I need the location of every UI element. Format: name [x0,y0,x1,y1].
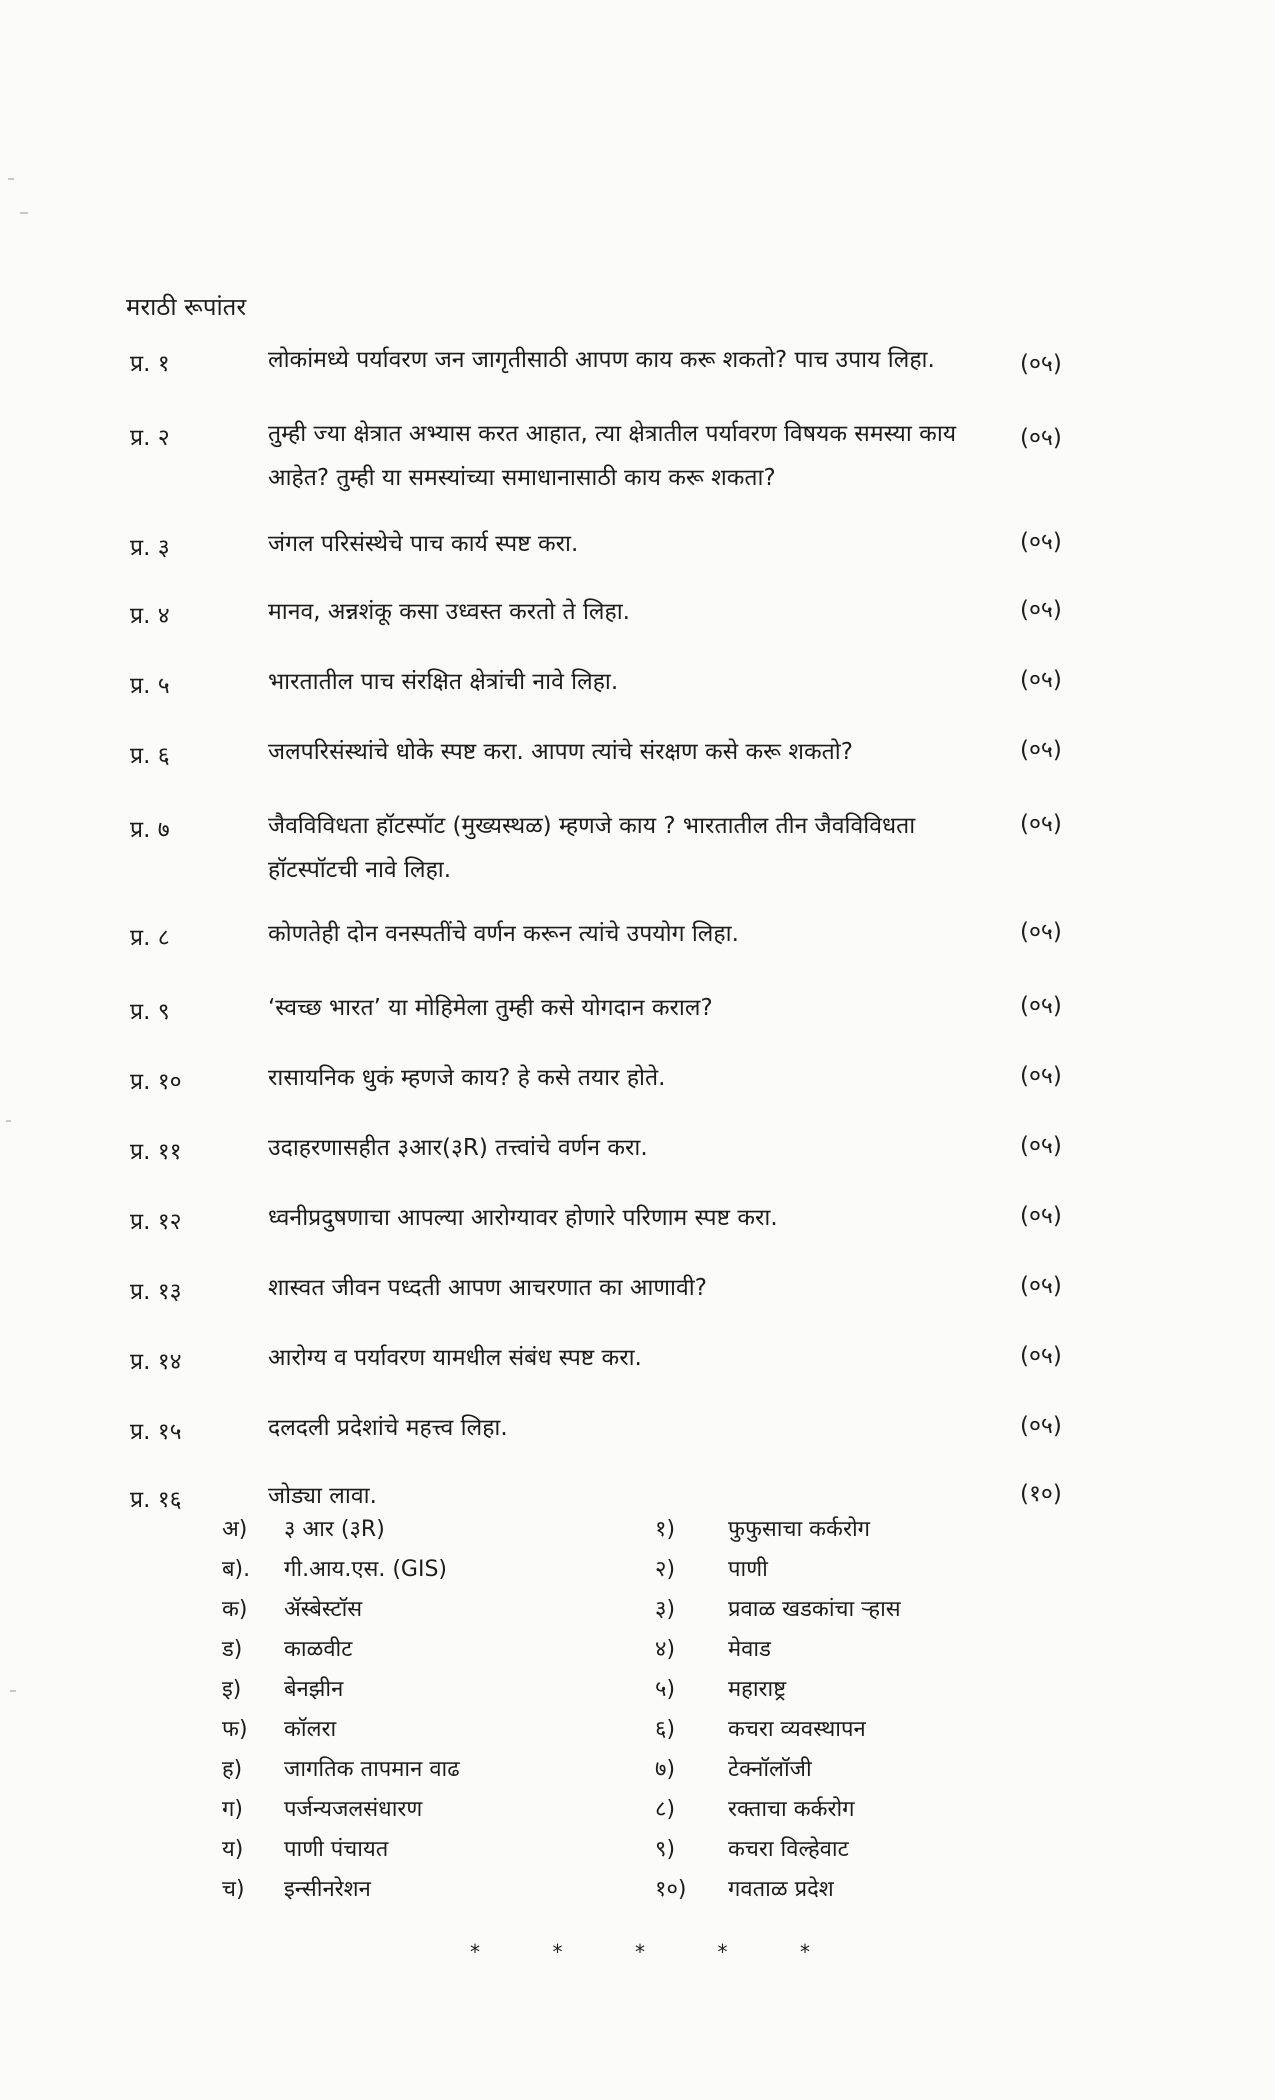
question-marks: (१०) [1020,1481,1062,1507]
match-row [0,1793,1275,1833]
left-key: ब). [222,1557,251,1582]
right-key: ८) [655,1797,676,1822]
question-number: प्र. १५ [130,1419,182,1445]
match-row [0,1593,1275,1633]
right-key: ९) [655,1837,676,1862]
scan-mark [20,212,28,214]
right-value: महाराष्ट्र [728,1677,787,1702]
match-row [0,1633,1275,1673]
question-text: जंगल परिसंस्थेचे पाच कार्य स्पष्ट करा. [268,531,579,557]
question-number: प्र. ८ [130,925,170,951]
left-key: य) [222,1837,244,1862]
match-row [0,1833,1275,1873]
left-value: ३ आर (३R) [284,1517,385,1542]
right-key: ५) [655,1677,676,1702]
right-value: मेवाड [728,1637,771,1662]
question-text: ‘स्वच्छ भारत’ या मोहिमेला तुम्ही कसे योगदान कराल? [268,995,713,1021]
match-row [0,1673,1275,1713]
star-mark: * [635,1940,645,1964]
right-value: टेक्नॉलॉजी [728,1757,812,1782]
question-text: आरोग्य व पर्यावरण यामधील संबंध स्पष्ट करा. [268,1345,642,1371]
right-key: ७) [655,1757,676,1782]
left-value: इन्सीनरेशन [284,1877,371,1902]
question-number: प्र. ३ [130,535,170,561]
question-text: भारतातील पाच संरक्षित क्षेत्रांची नावे लिहा. [268,669,619,695]
match-row [0,1553,1275,1593]
question-marks: (०५) [1020,1343,1062,1369]
question-number: प्र. ५ [130,673,170,699]
right-value: फुफुसाचा कर्करोग [728,1517,871,1542]
right-key: २) [655,1557,676,1582]
question-text: शास्वत जीवन पध्दती आपण आचरणात का आणावी? [268,1275,707,1301]
right-key: ६) [655,1717,676,1742]
scan-mark [10,1690,16,1692]
question-text: कोणतेही दोन वनस्पतींचे वर्णन करून त्यांचे उपयोग लिहा. [268,921,739,947]
question-number: प्र. २ [130,425,170,451]
left-key: क) [222,1597,248,1622]
question-marks: (०५) [1020,667,1062,693]
question-number: प्र. १० [130,1069,182,1095]
match-row [0,1753,1275,1793]
question-text: जैवविविधता हॉटस्पॉट (मुख्यस्थळ) म्हणजे काय ? भारतातील तीन जैवविविधता हॉटस्पॉटची नावे लिहा. [268,813,916,883]
question-number: प्र. ४ [130,603,170,629]
left-value: कॉलरा [284,1717,337,1742]
question-text: लोकांमध्ये पर्यावरण जन जागृतीसाठी आपण काय करू शकतो? पाच उपाय लिहा. [268,347,935,373]
question-marks: (०५) [1020,811,1062,837]
question-number: प्र. ७ [130,817,170,843]
question-number: प्र. १४ [130,1349,182,1375]
right-value: गवताळ प्रदेश [728,1877,834,1902]
question-number: प्र. १ [130,351,170,377]
star-mark: * [470,1940,480,1964]
question-marks: (०५) [1020,1133,1062,1159]
question-text: जोड्या लावा. [268,1483,377,1509]
question-text: ध्वनीप्रदुषणाचा आपल्या आरोग्यावर होणारे परिणाम स्पष्ट करा. [268,1205,778,1231]
question-marks: (०५) [1020,351,1062,377]
question-marks: (०५) [1020,597,1062,623]
left-value: पर्जन्यजलसंधारण [284,1797,423,1822]
left-key: ह) [222,1757,243,1782]
question-number: प्र. ११ [130,1139,182,1165]
question-marks: (०५) [1020,993,1062,1019]
left-value: ॲस्बेस्टॉस [284,1597,363,1622]
right-value: रक्ताचा कर्करोग [728,1797,855,1822]
question-text: दलदली प्रदेशांचे महत्त्व लिहा. [268,1415,508,1441]
left-key: ड) [222,1637,243,1662]
star-mark: * [717,1940,728,1964]
question-number: प्र. १३ [130,1279,182,1305]
left-key: ग) [222,1797,243,1822]
page-heading: मराठी रूपांतर [126,293,247,321]
question-marks: (०५) [1020,529,1062,555]
left-key: अ) [222,1517,248,1542]
question-text: जलपरिसंस्थांचे धोके स्पष्ट करा. आपण त्यांचे संरक्षण कसे करू शकतो? [268,739,853,765]
question-marks: (०५) [1020,1063,1062,1089]
question-marks: (०५) [1020,1203,1062,1229]
question-number: प्र. ९ [130,999,170,1025]
right-key: ३) [655,1597,676,1622]
question-number: प्र. ६ [130,743,170,769]
left-value: काळवीट [284,1637,353,1662]
question-text: तुम्ही ज्या क्षेत्रात अभ्यास करत आहात, त्या क्षेत्रातील पर्यावरण विषयक समस्या काय आहेत? तुम्ही या समस्यांच्या समाधानासाठी काय करू शकता? [268,421,957,491]
left-value: बेनझीन [284,1677,344,1702]
question-number: प्र. १२ [130,1209,182,1235]
right-value: पाणी [728,1557,768,1582]
question-marks: (०५) [1020,425,1062,451]
left-value: गी.आय.एस. (GIS) [284,1557,448,1582]
left-value: जागतिक तापमान वाढ [284,1757,460,1782]
star-mark: * [800,1940,810,1964]
left-key: च) [222,1877,245,1902]
right-value: प्रवाळ खडकांचा ऱ्हास [728,1597,901,1622]
question-marks: (०५) [1020,919,1062,945]
question-marks: (०५) [1020,1413,1062,1439]
left-key: फ) [222,1717,248,1742]
match-row [0,1513,1275,1553]
match-row [0,1873,1275,1913]
question-text: उदाहरणासहीत ३आर(३R) तत्त्वांचे वर्णन करा. [268,1135,648,1161]
right-key: ४) [655,1637,676,1662]
left-value: पाणी पंचायत [284,1837,389,1862]
question-text: मानव, अन्नशंकू कसा उध्वस्त करतो ते लिहा. [268,599,630,625]
star-mark: * [552,1940,563,1964]
question-number: प्र. १६ [130,1487,182,1513]
right-value: कचरा व्यवस्थापन [728,1717,866,1742]
match-row [0,1713,1275,1753]
footer-stars [470,1940,810,1964]
left-key: इ) [222,1677,242,1702]
scan-mark [6,1120,11,1122]
scan-mark [8,178,14,180]
right-key: १०) [655,1877,687,1902]
right-key: १) [655,1517,676,1542]
question-marks: (०५) [1020,737,1062,763]
question-marks: (०५) [1020,1273,1062,1299]
question-text: रासायनिक धुकं म्हणजे काय? हे कसे तयार होते. [268,1065,666,1091]
right-value: कचरा विल्हेवाट [728,1837,849,1862]
